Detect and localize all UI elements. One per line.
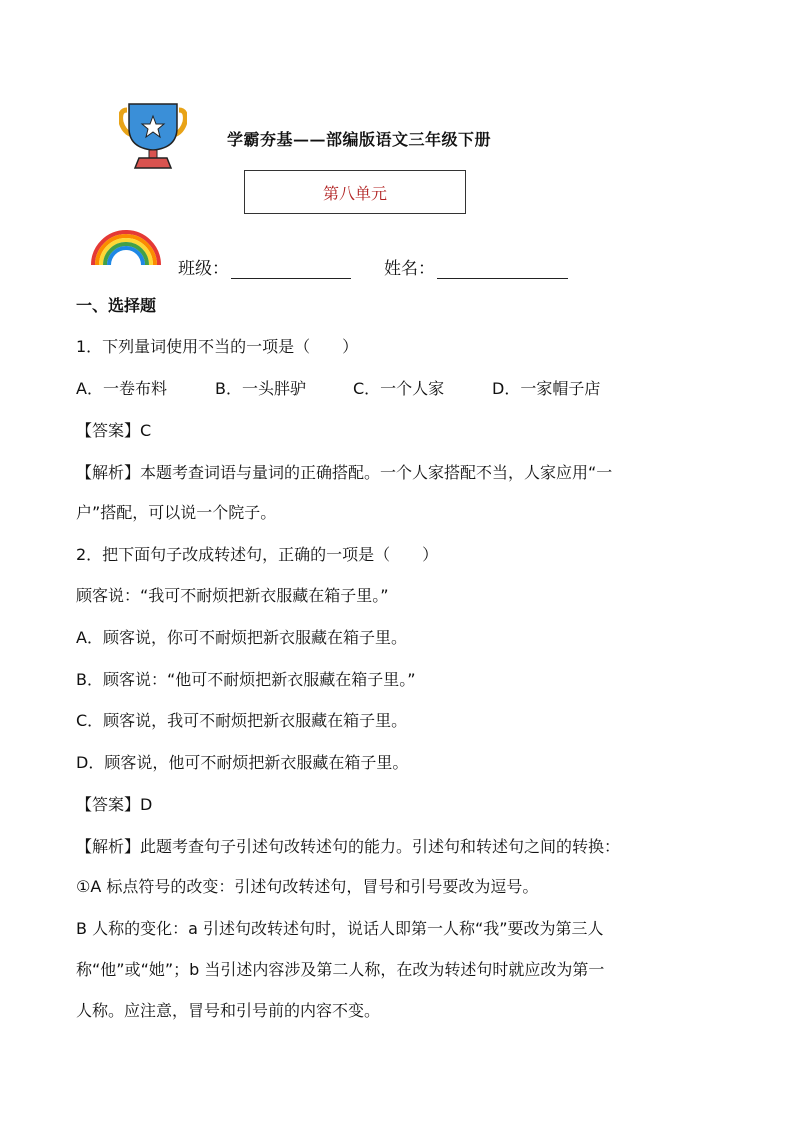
- q2-quote: 顾客说：“我可不耐烦把新衣服藏在箱子里。”: [76, 586, 389, 605]
- rainbow-icon: [89, 225, 163, 267]
- q2-analysis-line3: B 人称的变化：a 引述句改转述句时，说话人即第一人称“我”要改为第三人: [76, 919, 604, 938]
- q2-stem: 2．把下面句子改成转述句，正确的一项是（ ）: [76, 545, 439, 564]
- class-blank[interactable]: [231, 260, 351, 279]
- name-label: 姓名：: [384, 259, 435, 279]
- q1-option-d: D．一家帽子店: [492, 379, 601, 398]
- trophy-icon: [119, 102, 187, 172]
- q2-option-d: D．顾客说，他可不耐烦把新衣服藏在箱子里。: [76, 753, 409, 772]
- unit-label-box: [244, 170, 466, 214]
- q1-option-b: B．一头胖驴: [215, 379, 306, 398]
- q2-option-a: A．顾客说，你可不耐烦把新衣服藏在箱子里。: [76, 628, 407, 647]
- q1-answer: 【答案】C: [76, 421, 152, 440]
- q2-option-b: B．顾客说：“他可不耐烦把新衣服藏在箱子里。”: [76, 670, 416, 689]
- q2-answer: 【答案】D: [76, 795, 153, 814]
- q1-option-a: A．一卷布料: [76, 379, 167, 398]
- q1-option-c: C．一个人家: [353, 379, 445, 398]
- q2-option-c: C．顾客说，我可不耐烦把新衣服藏在箱子里。: [76, 711, 408, 730]
- q2-analysis-line2: ①A 标点符号的改变：引述句改转述句，冒号和引号要改为逗号。: [76, 877, 539, 896]
- name-blank[interactable]: [437, 260, 568, 279]
- q1-options: [76, 379, 600, 399]
- q2-analysis-line5: 人称。应注意，冒号和引号前的内容不变。: [76, 1001, 381, 1020]
- q2-analysis-line4: 称“他”或“她”；b 当引述内容涉及第二人称，在改为转述句时就应改为第一: [76, 960, 605, 979]
- q1-stem: 1．下列量词使用不当的一项是（ ）: [76, 337, 359, 356]
- class-field: [178, 254, 351, 279]
- section-heading: 一、选择题: [76, 296, 157, 315]
- class-label: 班级：: [178, 259, 229, 279]
- q1-analysis-line2: 户”搭配，可以说一个院子。: [76, 503, 277, 522]
- unit-label: 第八单元: [322, 183, 387, 203]
- q2-analysis-line1: 【解析】此题考查句子引述句改转述句的能力。引述句和转述句之间的转换：: [76, 837, 621, 856]
- worksheet-title: 学霸夯基——部编版语文三年级下册: [227, 130, 492, 149]
- name-field: [384, 254, 568, 279]
- q1-analysis-line1: 【解析】本题考查词语与量词的正确搭配。一个人家搭配不当，人家应用“一: [76, 463, 613, 482]
